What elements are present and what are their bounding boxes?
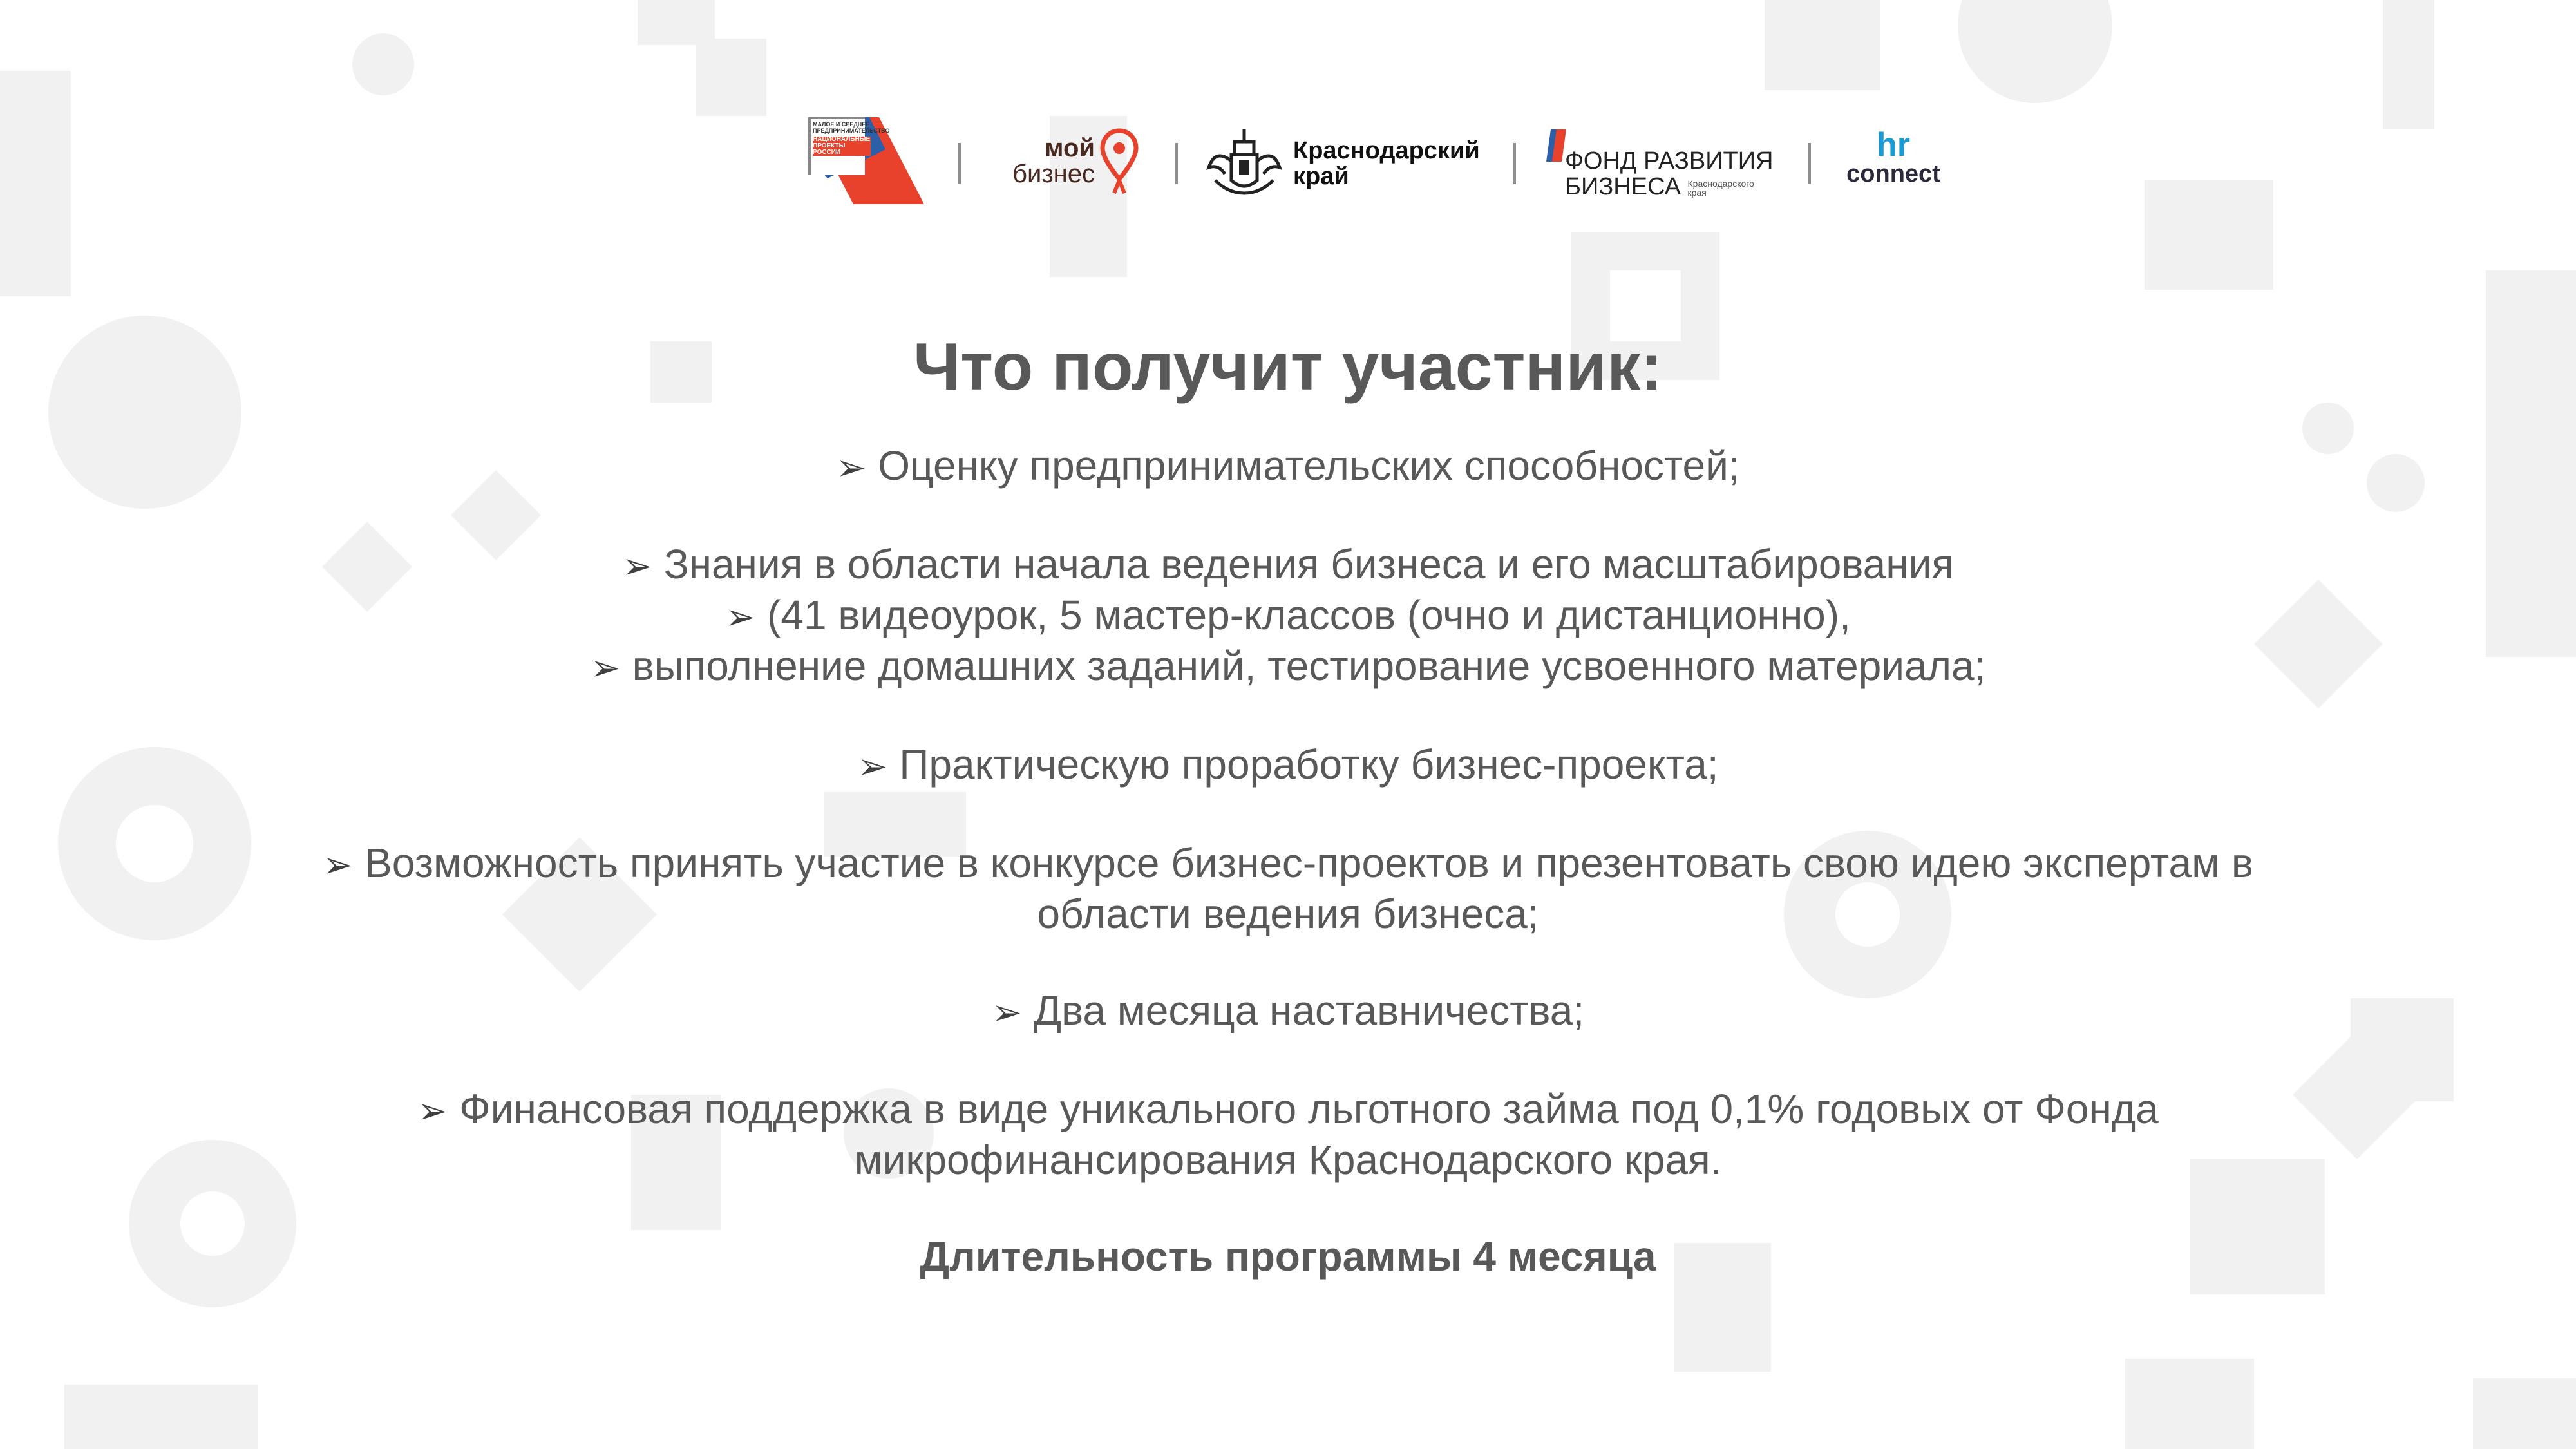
krasnodar-coat-of-arms-icon bbox=[1206, 122, 1283, 196]
main-content bbox=[129, 325, 2447, 1281]
arrow-bullet-icon: ➢ bbox=[725, 596, 756, 637]
logo-separator bbox=[1175, 143, 1178, 184]
benefit-line: ➢ Два месяца наставничества; bbox=[991, 987, 1585, 1034]
arrow-bullet-icon: ➢ bbox=[622, 545, 652, 586]
krasnodar-line1: Краснодарский bbox=[1293, 137, 1480, 164]
hr-connect-logo bbox=[1839, 126, 1948, 187]
benefit-item bbox=[129, 441, 2447, 492]
location-pin-icon bbox=[1100, 128, 1139, 195]
benefit-line-continuation: области ведения бизнеса; bbox=[1037, 891, 1539, 937]
benefit-item bbox=[129, 838, 2447, 938]
moy-biznes-line1: мой bbox=[1044, 134, 1095, 162]
arrow-bullet-icon: ➢ bbox=[991, 992, 1022, 1032]
np-text-1: МАЛОЕ И СРЕДНЕЕ bbox=[813, 121, 870, 128]
krasnodar-line2: край bbox=[1293, 163, 1349, 190]
fond-line2: БИЗНЕСА bbox=[1565, 173, 1681, 200]
arrow-bullet-icon: ➢ bbox=[417, 1090, 448, 1131]
fond-logo-text bbox=[1565, 148, 1773, 200]
page-title: Что получит участник: bbox=[913, 330, 1663, 404]
logo-separator bbox=[1513, 143, 1516, 184]
krasnodar-logo-text bbox=[1293, 138, 1480, 189]
benefit-item bbox=[129, 1084, 2447, 1184]
fond-line1: ФОНД РАЗВИТИЯ bbox=[1565, 147, 1774, 175]
benefit-item bbox=[129, 986, 2447, 1037]
moy-biznes-line2: бизнес bbox=[1012, 160, 1095, 188]
fond-small2: края bbox=[1687, 187, 1707, 198]
np-text-2: ПРЕДПРИНИМАТЕЛЬСТВО bbox=[813, 128, 890, 134]
hr-line2: connect bbox=[1846, 160, 1940, 187]
benefit-line: ➢ Возможность принять участие в конкурсе бизнес-проектов и презентовать свою идею экспертам в bbox=[323, 840, 2253, 886]
benefit-line: ➢ Практическую проработку бизнес-проекта; bbox=[857, 741, 1719, 788]
logo-separator bbox=[1808, 143, 1811, 184]
benefit-line: ➢ Оценку предпринимательских способностей; bbox=[836, 442, 1740, 489]
header-logos bbox=[0, 0, 2576, 219]
benefit-item bbox=[129, 540, 2447, 692]
benefit-line: ➢ выполнение домашних заданий, тестирование усвоенного материала; bbox=[590, 643, 1986, 689]
logo-separator bbox=[958, 143, 961, 184]
arrow-bullet-icon: ➢ bbox=[323, 844, 354, 885]
benefit-item bbox=[129, 740, 2447, 791]
np-text-5: РОССИИ bbox=[813, 149, 871, 156]
arrow-bullet-icon: ➢ bbox=[590, 647, 621, 688]
benefit-line: ➢ Финансовая поддержка в виде уникального льготного займа под 0,1% годовых от Фонда bbox=[417, 1086, 2159, 1132]
np-text-3: НАЦИОНАЛЬНЫЕ bbox=[813, 136, 871, 143]
np-text-4: ПРОЕКТЫ bbox=[813, 143, 871, 149]
arrow-bullet-icon: ➢ bbox=[857, 746, 888, 786]
program-duration: Длительность программы 4 месяца bbox=[920, 1233, 1656, 1280]
moy-biznes-logo bbox=[992, 135, 1095, 187]
fond-small1: Краснодарского bbox=[1687, 178, 1754, 189]
benefit-line: ➢ Знания в области начала ведения бизнеса и его масштабирования bbox=[622, 541, 1954, 587]
benefit-line-continuation: микрофинансирования Краснодарского края. bbox=[854, 1137, 1722, 1183]
hr-line1: hr bbox=[1877, 126, 1910, 164]
national-projects-logo-text bbox=[813, 121, 890, 156]
arrow-bullet-icon: ➢ bbox=[836, 447, 867, 488]
benefit-line: ➢ (41 видеоурок, 5 мастер-классов (очно и дистанционно), bbox=[725, 592, 1851, 638]
